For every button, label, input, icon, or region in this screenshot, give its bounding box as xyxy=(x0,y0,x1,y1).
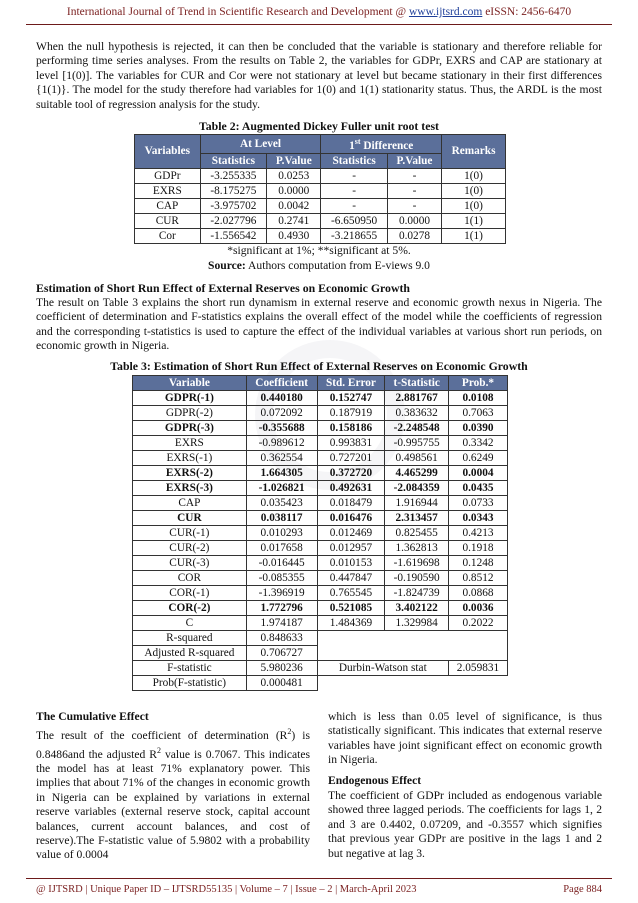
t3-cell: 0.372720 xyxy=(317,466,385,481)
t3-cell: GDPR(-3) xyxy=(133,421,247,436)
t3-cell: 0.0733 xyxy=(448,496,507,511)
t3-cell: 4.465299 xyxy=(385,466,449,481)
t3-cell: 0.0868 xyxy=(448,586,507,601)
t2-cell-s2: - xyxy=(321,198,388,213)
t3-cell: 0.012957 xyxy=(317,541,385,556)
t3-cell: 0.0108 xyxy=(448,391,507,406)
t3-cell: -1.619698 xyxy=(385,556,449,571)
t3-cell: EXRS(-2) xyxy=(133,466,247,481)
t3-cell: 0.521085 xyxy=(317,601,385,616)
t2-cell-s2: - xyxy=(321,168,388,183)
t3-cell: COR(-2) xyxy=(133,601,247,616)
t2-body xyxy=(135,168,506,243)
t3-cell: 0.4213 xyxy=(448,526,507,541)
t2-header-first-diff: 1st Difference xyxy=(321,135,442,154)
t3-cell: 0.492631 xyxy=(317,481,385,496)
t3-cell: 0.727201 xyxy=(317,451,385,466)
t3-header-row xyxy=(133,376,508,391)
t2-sub-statistics: Statistics xyxy=(321,153,388,168)
t3-cell: 0.1248 xyxy=(448,556,507,571)
t2-header-variables: Variables xyxy=(135,135,201,169)
t3-cell: 0.017658 xyxy=(246,541,317,556)
t3-cell: -2.084359 xyxy=(385,481,449,496)
t3-cell: 0.440180 xyxy=(246,391,317,406)
journal-header xyxy=(0,6,638,18)
t2-cell-var: CUR xyxy=(135,213,201,228)
t3-cell: 1.664305 xyxy=(246,466,317,481)
t2-row xyxy=(135,168,506,183)
t2-cell-p1: 0.4930 xyxy=(267,228,321,243)
table2-caption: Table 2: Augmented Dickey Fuller unit root test xyxy=(199,119,439,133)
t3-body xyxy=(133,391,508,631)
t2-cell-p2: - xyxy=(387,168,441,183)
t2-cell-rem: 1(1) xyxy=(442,228,506,243)
t3-cell: 1.772796 xyxy=(246,601,317,616)
t3-row xyxy=(133,616,508,631)
t3-row xyxy=(133,466,508,481)
t3-cell: 0.362554 xyxy=(246,451,317,466)
t3-cell: 0.3342 xyxy=(448,436,507,451)
t2-cell-s1: -3.255335 xyxy=(200,168,267,183)
t2-sub-statistics: Statistics xyxy=(200,153,267,168)
t3-cell: CUR xyxy=(133,511,247,526)
t3-cell: -0.085355 xyxy=(246,571,317,586)
t3-row xyxy=(133,541,508,556)
t3-cell: -0.995755 xyxy=(385,436,449,451)
header-divider xyxy=(26,24,612,25)
t3-cell: 0.765545 xyxy=(317,586,385,601)
t3-header-cell: Std. Error xyxy=(317,376,385,391)
t3-cell: 0.035423 xyxy=(246,496,317,511)
t3-pf-label: Prob(F-statistic) xyxy=(133,676,247,691)
right-column xyxy=(328,710,602,861)
t3-cell: -2.248548 xyxy=(385,421,449,436)
t3-cell: 0.6249 xyxy=(448,451,507,466)
t3-row xyxy=(133,481,508,496)
t3-stats xyxy=(133,631,508,691)
t2-cell-s1: -8.175275 xyxy=(200,183,267,198)
t3-cell: GDPR(-1) xyxy=(133,391,247,406)
t2-cell-rem: 1(1) xyxy=(442,213,506,228)
t3-dw-label: Durbin-Watson stat xyxy=(317,661,448,676)
t3-adj-value: 0.706727 xyxy=(246,646,317,661)
cumulative-effect-text: The result of the coefficient of determination $(R^2)$ is 0.8486and the adjusted $R^2$ value is 0.7067. This indicates the model has at least 71% explanatory power. This implies that about 71% of the changes in economic growth in Nigeria can be explained by variations in external reserve variables (external reserve stock, capital account balances, current account balances, and cost of reserve).The F-statistic value of 5.9802 with a probability value of 0.0004 xyxy=(36,727,310,862)
t2-row xyxy=(135,213,506,228)
table3-caption: Table 3: Estimation of Short Run Effect of External Reserves on Economic Growth xyxy=(110,359,528,373)
t3-cell: EXRS(-1) xyxy=(133,451,247,466)
t3-cell: 3.402122 xyxy=(385,601,449,616)
t2-row xyxy=(135,198,506,213)
t3-cell: 0.383632 xyxy=(385,406,449,421)
t2-cell-p2: 0.0278 xyxy=(387,228,441,243)
t3-cell: -0.190590 xyxy=(385,571,449,586)
t2-cell-var: CAP xyxy=(135,198,201,213)
t2-cell-s2: -3.218655 xyxy=(321,228,388,243)
header-journal: International Journal of Trend in Scientific Research and Development @ xyxy=(66,6,409,18)
t3-row xyxy=(133,511,508,526)
t3-cell: 0.0343 xyxy=(448,511,507,526)
t3-cell: -0.355688 xyxy=(246,421,317,436)
t3-cell: 1.362813 xyxy=(385,541,449,556)
t3-cell: 0.1918 xyxy=(448,541,507,556)
t3-row xyxy=(133,586,508,601)
t3-f-value: 5.980236 xyxy=(246,661,317,676)
t2-cell-p2: - xyxy=(387,198,441,213)
t3-header-cell: Prob.* xyxy=(448,376,507,391)
t3-rsq-label: R-squared xyxy=(133,631,247,646)
t3-cell: -1.396919 xyxy=(246,586,317,601)
t3-cell: 0.018479 xyxy=(317,496,385,511)
section-paragraph: The result on Table 3 explains the short run dynamism in external reserve and economic growth nexus in Nigeria. The coefficient of determination and F-statistics explains the overall effect of the model while the coefficients of regression and the corresponding t-statistics is used to capture the effect of the individual variables at various short run periods, on economic growth in Nigeria. xyxy=(36,296,602,353)
header-issn: eISSN: 2456-6470 xyxy=(482,6,572,18)
left-column xyxy=(36,710,310,863)
t3-cell: COR(-1) xyxy=(133,586,247,601)
t2-cell-rem: 1(0) xyxy=(442,198,506,213)
t3-f-label: F-statistic xyxy=(133,661,247,676)
t3-pf-value: 0.000481 xyxy=(246,676,317,691)
t2-cell-var: EXRS xyxy=(135,183,201,198)
t2-cell-p2: - xyxy=(387,183,441,198)
t2-sub-pvalue: P.Value xyxy=(387,153,441,168)
t3-header-cell: Variable xyxy=(133,376,247,391)
t3-cell: CUR(-2) xyxy=(133,541,247,556)
t3-cell: 0.038117 xyxy=(246,511,317,526)
t3-cell: 1.974187 xyxy=(246,616,317,631)
t3-cell: 2.881767 xyxy=(385,391,449,406)
t3-cell: 0.2022 xyxy=(448,616,507,631)
t3-cell: 0.010293 xyxy=(246,526,317,541)
table2-note: *significant at 1%; **significant at 5%. xyxy=(227,244,411,257)
significance-text: which is less than 0.05 level of significance, is thus statistically significant. This indicates that external reserve variables have joint significant effect on economic growth in Nigeria. xyxy=(328,710,602,767)
t2-header-at-level: At Level xyxy=(200,135,321,154)
t3-row xyxy=(133,556,508,571)
t3-cell: -0.989612 xyxy=(246,436,317,451)
t3-row xyxy=(133,451,508,466)
endogenous-effect-text: The coefficient of GDPr included as endogenous variable showed three lagged periods. The coefficients for lags 1, 2 and 3 are 0.4402, 0.07209, and -0.3557 which signifies that previous year GDPr are positive in the lags 1 and 2 but negative at lag 3. xyxy=(328,789,602,860)
t3-row xyxy=(133,421,508,436)
header-url-link[interactable]: www.ijtsrd.com xyxy=(408,6,483,18)
footer-divider xyxy=(26,878,612,879)
t2-row xyxy=(135,183,506,198)
t2-cell-p1: 0.0042 xyxy=(267,198,321,213)
t3-cell: 0.072092 xyxy=(246,406,317,421)
section-heading: Estimation of Short Run Effect of External Reserves on Economic Growth xyxy=(36,281,410,295)
cumulative-effect-heading: The Cumulative Effect xyxy=(36,710,149,723)
t3-row xyxy=(133,436,508,451)
t2-cell-var: GDPr xyxy=(135,168,201,183)
t2-cell-p1: 0.2741 xyxy=(267,213,321,228)
t2-header-remarks: Remarks xyxy=(442,135,506,169)
t3-cell: 0.825455 xyxy=(385,526,449,541)
t3-row xyxy=(133,526,508,541)
table2 xyxy=(134,134,506,244)
t3-cell: 0.447847 xyxy=(317,571,385,586)
t3-row xyxy=(133,391,508,406)
t3-row xyxy=(133,496,508,511)
t3-cell: 0.158186 xyxy=(317,421,385,436)
t3-cell: 1.329984 xyxy=(385,616,449,631)
t3-cell: 1.484369 xyxy=(317,616,385,631)
endogenous-effect-heading: Endogenous Effect xyxy=(328,773,422,787)
t3-row xyxy=(133,601,508,616)
t3-cell: 0.7063 xyxy=(448,406,507,421)
t3-cell: 0.152747 xyxy=(317,391,385,406)
t2-cell-s2: - xyxy=(321,183,388,198)
t3-adj-label: Adjusted R-squared xyxy=(133,646,247,661)
t3-cell: COR xyxy=(133,571,247,586)
intro-paragraph: When the null hypothesis is rejected, it can then be concluded that the variable is stationary and therefore reliable for performing time series analyses. From the results on Table 2, the variables for GDPr, EXRS and CAP are stationary at level [1(0)]. The variables for CUR and Cor were not stationary at level but became stationary in their first differences {1(1)}. The model for the study therefore had variables for 1(0) and 1(1) stationarity status. Thus, the ARDL is the most suitable tool of regression analysis for the study. xyxy=(36,40,602,111)
t3-cell: EXRS xyxy=(133,436,247,451)
t2-row xyxy=(135,228,506,243)
t3-cell: 0.0435 xyxy=(448,481,507,496)
t2-cell-var: Cor xyxy=(135,228,201,243)
t2-cell-s2: -6.650950 xyxy=(321,213,388,228)
t3-header-cell: Coefficient xyxy=(246,376,317,391)
t3-cell: 0.0390 xyxy=(448,421,507,436)
t3-cell: C xyxy=(133,616,247,631)
t3-cell: 0.016476 xyxy=(317,511,385,526)
t3-cell: 0.498561 xyxy=(385,451,449,466)
t3-cell: 0.187919 xyxy=(317,406,385,421)
t2-cell-s1: -2.027796 xyxy=(200,213,267,228)
t3-cell: -1.026821 xyxy=(246,481,317,496)
t3-cell: CUR(-3) xyxy=(133,556,247,571)
t3-cell: EXRS(-3) xyxy=(133,481,247,496)
footer-info: @ IJTSRD | Unique Paper ID – IJTSRD55135 | Volume – 7 | Issue – 2 | March-April 2023 xyxy=(36,884,417,895)
t3-cell: 0.0004 xyxy=(448,466,507,481)
t3-cell: -0.016445 xyxy=(246,556,317,571)
t3-cell: 2.313457 xyxy=(385,511,449,526)
t3-header-cell: t-Statistic xyxy=(385,376,449,391)
table2-source: Source: Authors computation from E-views 9.0 xyxy=(208,259,430,272)
t3-cell: GDPR(-2) xyxy=(133,406,247,421)
t3-row xyxy=(133,406,508,421)
footer-page-number: Page 884 xyxy=(563,884,602,895)
t2-cell-rem: 1(0) xyxy=(442,168,506,183)
t3-cell: 0.8512 xyxy=(448,571,507,586)
t3-dw-value: 2.059831 xyxy=(448,661,507,676)
t2-cell-s1: -1.556542 xyxy=(200,228,267,243)
t2-cell-s1: -3.975702 xyxy=(200,198,267,213)
t3-cell: 0.0036 xyxy=(448,601,507,616)
table3 xyxy=(132,375,508,691)
t3-cell: 1.916944 xyxy=(385,496,449,511)
t3-cell: 0.012469 xyxy=(317,526,385,541)
page-footer xyxy=(36,884,602,895)
t3-cell: 0.010153 xyxy=(317,556,385,571)
t2-cell-rem: 1(0) xyxy=(442,183,506,198)
t3-rsq-value: 0.848633 xyxy=(246,631,317,646)
t2-cell-p1: 0.0000 xyxy=(267,183,321,198)
t3-cell: CUR(-1) xyxy=(133,526,247,541)
t3-cell: -1.824739 xyxy=(385,586,449,601)
t3-cell: CAP xyxy=(133,496,247,511)
t2-cell-p2: 0.0000 xyxy=(387,213,441,228)
t2-cell-p1: 0.0253 xyxy=(267,168,321,183)
t3-cell: 0.993831 xyxy=(317,436,385,451)
t3-row xyxy=(133,571,508,586)
t2-sub-pvalue: P.Value xyxy=(267,153,321,168)
